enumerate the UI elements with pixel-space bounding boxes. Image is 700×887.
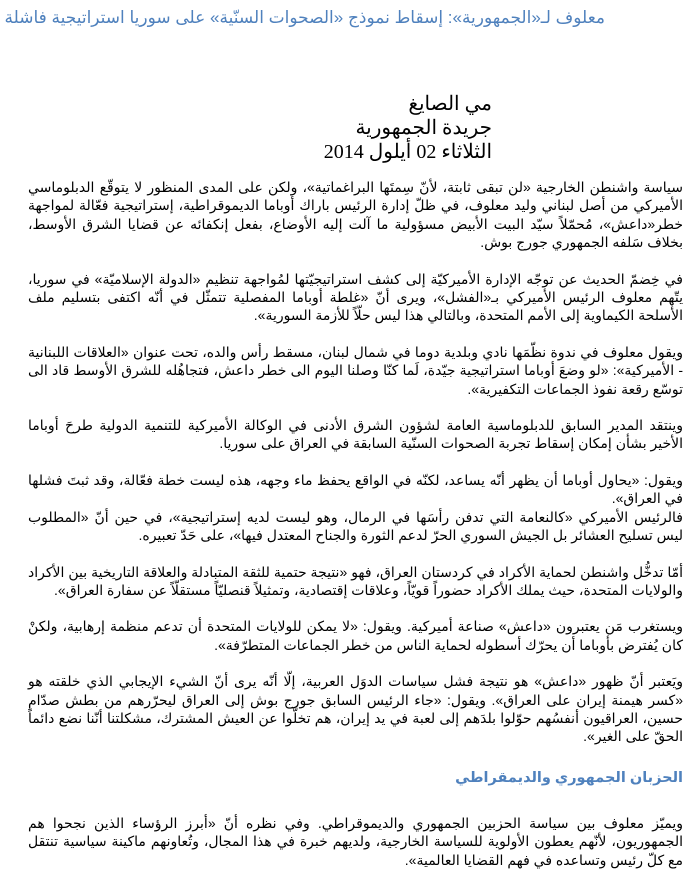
paragraph: في خِضمّ الحديث عن توجّه الإدارة الأميركيّة إلى كشف استراتيجيّتها لمُواجهة تنظيم «الدولة الإسلاميّة» في سوريا، يتّهم معلوف الرئيس الأميركي بـ«الفشل»، ويرى أنّ «غلطة أوباما المفصلية تتمثّل في أنّه اكتفى بتسليم ملف الأسلحة الكيماوية إلى الأمم المتحدة، وبالتالي هذا ليس حلّاً للأزمة السورية».: [28, 270, 683, 324]
publication-name: جريدة الجمهورية: [355, 117, 492, 139]
article-body: [28, 178, 683, 887]
article-title: معلوف لـ«الجمهورية»: إسقاط نموذج «الصحوات السنّية» على سوريا استراتيجية فاشلة: [4, 8, 605, 27]
paragraph: ويَعتبر أنّ ظهور «داعش» هو نتيجة فشل سياسات الدوَل العربية، إلّا أنّه يرى أنّ الشيء الإيجابي الذي خلقته هو «كسر هيمنة إيران على العراق». ويقول: «جاء الرئيس السابق جورج بوش إلى العراق ليحرّرهم من بطش صدّام حسين، العراقيون أنفسُهم حوّلوا بلدَهم إلى لعبة في يد إيران، هم تخلّوا عن العيش المشترك، مشكلتنا أنّنا نضع دائماً الحقّ على الغير».: [28, 673, 683, 745]
section-heading: الحزبان الجمهوري والديمقراطي: [455, 769, 683, 786]
paragraph: ويميّز معلوف بين سياسة الحزبين الجمهوري والديموقراطي. وفي نظره أنّ «أبرز الرؤساء الذين نجحوا هم الجمهوريون، لأنّهم يعطون الأولوية للسياسة الخارجية، ولديهم خبرة في هذا المجال، وتُعاونهم ماكينة سياسية تنتقل مع كلّ رئيس وتساعده في فهم القضايا العالمية».: [28, 814, 683, 868]
author-name: مي الصايغ: [408, 93, 492, 115]
paragraph: وينتقد المدير السابق للدبلوماسية العامة لشؤون الشرق الأدنى في الوكالة الأميركية للتنمية الدولية طرحَ أوباما الأخير بشأن إمكان إسقاط تجربة الصحوات السنّية السابقة في العراق على سوريا.: [28, 417, 683, 452]
paragraph: ويستغرب مَن يعتبرون «داعش» صناعة أميركية. ويقول: «لا يمكن للولايات المتحدة أن تدعم منظمة إرهابية، ولكنْ كان يُفترض بأوباما أن يحرّك أسطوله لحماية الناس من خطر الجماعات المتطرّفة».: [28, 618, 683, 653]
paragraph: ويقول: «يحاول أوباما أن يظهر أنّه يساعد، لكنّه في الواقع يحفظ ماء وجهه، هذه ليست خطة فعّالة، وقد ثبتَ فشلها في العراق».: [28, 471, 683, 507]
paragraph: ويقول معلوف في ندوة نظّمَها نادي وبلدية دوما في شمال لبنان، مسقط رأس والده، تحت عنوان «العلاقات اللبنانية - الأميركية»: «لو وضعَ أوباما استراتيجية جيّدة، لَما كنّا وصلنا اليوم الى خطر داعش، فتجاهُله للشرق الأوسط قاد الى توسّع رقعة نفوذ الجماعات التكفيرية».: [28, 343, 683, 397]
paragraph: أمّا تدخُّل واشنطن لحماية الأكراد في كردستان العراق، فهو «نتيجة حتمية للثقة المتبادلة والعلاقة التاريخية بين الأكراد والولايات المتحدة، حيث يملك الأكراد حضوراً قويّاً، وعلاقات إقتصادية، وتمثيلاً قنصليّاً مستقلّاً عن سفارة العراق».: [28, 563, 683, 598]
byline: [324, 92, 492, 164]
paragraph: فالرئيس الأميركي «كالنعامة التي تدفن رأسَها في الرمال، وهو ليست لديه إستراتيجية»، في حين أنّ «المطلوب ليس تسليح العشائر بل الجيش السوري الحرّ لدعم الثورة والجناح المعتدل فيها»، على حَدّ تعبيره.: [28, 508, 683, 544]
publication-date: الثلاثاء 02 أيلول 2014: [323, 141, 492, 163]
paragraph: سياسة واشنطن الخارجية «لن تبقى ثابتة، لأنّ سِمتَها البراغماتية»، ولكن على المدى المنظور لا يتوقّع الدبلوماسي الأميركي من أصل لبناني وليد معلوف، في ظلّ إدارة الرئيس باراك أوباما الديموقراطية، إستراتيجية فعّالة لمواجهة خطر«داعش»، مُحمّلاً سيّد البيت الأبيض مسؤولية ما آلت إليه الأوضاع، بفعل إنكفائه عن قضايا الشرق الأوسط، بخلاف سَلفه الجمهوري جورج بوش.: [28, 179, 683, 251]
